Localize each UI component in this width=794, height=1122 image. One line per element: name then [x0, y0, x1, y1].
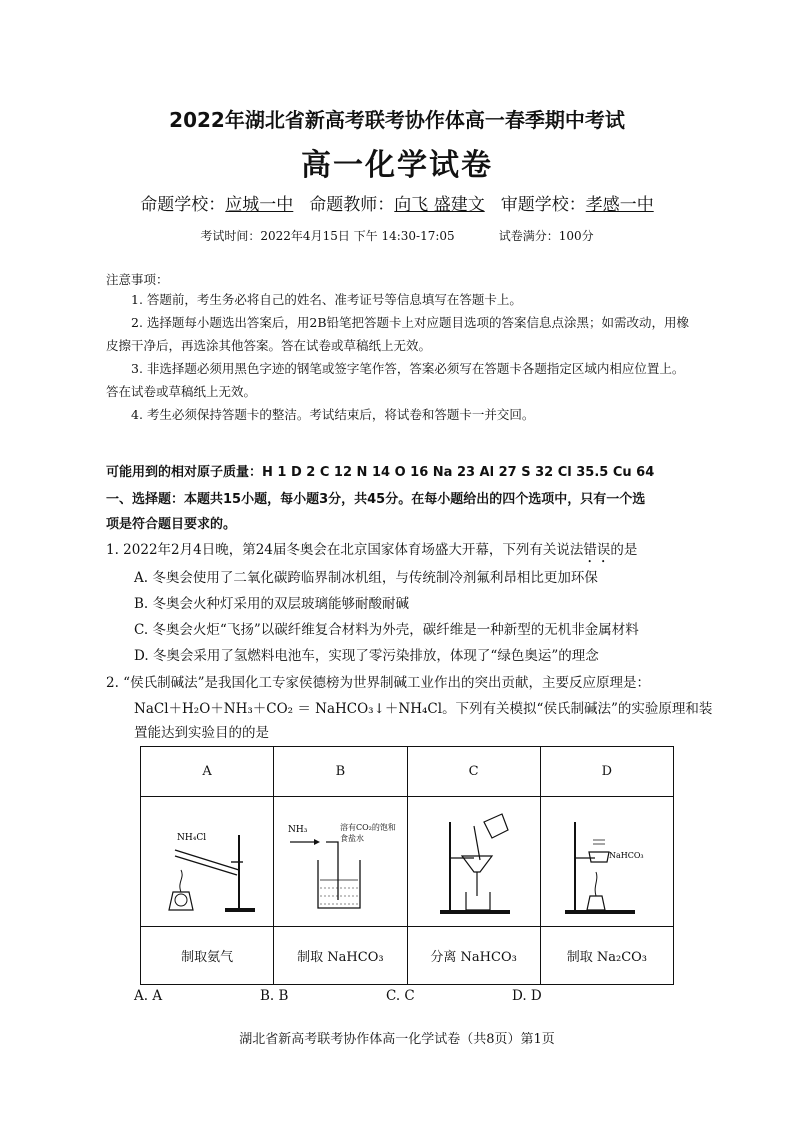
label-saturated-brine: 溶有CO₂的饱和食盐水 — [340, 822, 397, 843]
exam-score: 试卷满分：100分 — [498, 229, 594, 243]
label-nh3: NH₃ — [288, 824, 308, 835]
apparatus-table — [140, 746, 674, 985]
col-header-a: A — [141, 747, 274, 797]
question-2-equation-line: NaCl＋H₂O＋NH₃＋CO₂ ＝ NaHCO₃↓＋NH₄Cl。下列有关模拟“侯氏制碱法”的实验原理和装 — [134, 701, 713, 717]
authors-line — [0, 190, 794, 215]
section-heading-cont: 项是符合题目要求的。 — [106, 517, 237, 532]
q1-option-c: C. 冬奥会火炬“飞扬”以碳纤维复合材料为外壳，碳纤维是一种新型的无机非金属材料 — [134, 622, 639, 638]
col-header-b: B — [274, 747, 407, 797]
exam-info — [0, 227, 794, 244]
q1-option-d: D. 冬奥会采用了氢燃料电池车，实现了零污染排放，体现了“绿色奥运”的理念 — [134, 648, 599, 664]
page-footer: 湖北省新高考联考协作体高一化学试卷（共8页）第1页 — [239, 1032, 555, 1047]
col-header-d: D — [540, 747, 673, 797]
q1-option-a: A. 冬奥会使用了二氧化碳跨临界制冰机组，与传统制冷剂氟利昂相比更加环保 — [134, 570, 598, 586]
col-header-c: C — [407, 747, 540, 797]
review-school-label: 审题学校： — [500, 195, 586, 215]
apparatus-c-drawing — [414, 800, 534, 920]
emphasis-wrong: 错误 — [583, 542, 611, 558]
caption-c: 分离 NaHCO₃ — [407, 927, 540, 985]
apparatus-a-drawing — [147, 800, 267, 920]
label-nahco3: NaHCO₃ — [608, 850, 644, 860]
exam-time: 考试时间：2022年4月15日 下午 14:30-17:05 — [200, 229, 455, 243]
author-teacher: 向飞 盛建文 — [394, 195, 485, 215]
notice-item: 4. 考生必须保持答题卡的整洁。考试结束后，将试卷和答题卡一并交回。 — [131, 407, 535, 422]
apparatus-a — [141, 797, 274, 927]
notice-item: 1. 答题前，考生务必将自己的姓名、准考证号等信息填写在答题卡上。 — [131, 292, 522, 307]
author-school: 应城一中 — [225, 195, 294, 215]
q2-answer-options — [134, 988, 638, 1004]
apparatus-d — [540, 797, 673, 927]
author-teacher-label: 命题教师： — [309, 195, 395, 215]
q2-answer-d: D. D — [512, 988, 542, 1004]
q2-answer-c: C. C — [386, 988, 415, 1004]
reaction-equation: NaCl＋H₂O＋NH₃＋CO₂ ＝ NaHCO₃↓＋NH₄Cl — [134, 701, 443, 717]
caption-b: 制取 NaHCO₃ — [274, 927, 407, 985]
author-school-label: 命题学校： — [140, 195, 226, 215]
notice-heading: 注意事项： — [106, 272, 169, 287]
apparatus-b — [274, 797, 407, 927]
exam-title: 2022年湖北省新高考联考协作体高一春季期中考试 — [169, 108, 625, 132]
q2-answer-a: A. A — [134, 988, 163, 1004]
label-nh4cl: NH₄Cl — [177, 832, 207, 843]
notice-item: 2. 选择题每小题选出答案后，用2B铅笔把答题卡上对应题目选项的答案信息点涂黑；如需改动，用橡皮擦干净后，再选涂其他答案。答在试卷或草稿纸上无效。 — [106, 315, 690, 353]
apparatus-d-drawing — [547, 800, 667, 920]
review-school: 孝感一中 — [585, 195, 654, 215]
question-2-stem: 2. “侯氏制碱法”是我国化工专家侯德榜为世界制碱工业作出的突出贡献，主要反应原理是： — [106, 675, 650, 691]
caption-d: 制取 Na₂CO₃ — [540, 927, 673, 985]
question-2-stem-end: 置能达到实验目的的是 — [134, 725, 269, 741]
section-heading: 一、选择题：本题共15小题，每小题3分，共45分。在每小题给出的四个选项中，只有一个选 — [106, 492, 646, 507]
caption-a: 制取氨气 — [141, 927, 274, 985]
question-1-stem: 1. 2022年2月4日晚，第24届冬奥会在北京国家体育场盛大开幕，下列有关说法错误的是 — [106, 542, 638, 558]
q2-answer-b: B. B — [260, 988, 289, 1004]
exam-subtitle: 高一化学试卷 — [301, 148, 493, 183]
atomic-masses: 可能用到的相对原子质量：H 1 D 2 C 12 N 14 O 16 Na 23 Al 27 S 32 Cl 35.5 Cu 64 — [106, 465, 655, 480]
apparatus-b-drawing — [280, 800, 400, 920]
q1-option-b: B. 冬奥会火种灯采用的双层玻璃能够耐酸耐碱 — [134, 596, 410, 612]
notice-item: 3. 非选择题必须用黑色字迹的钢笔或签字笔作答，答案必须写在答题卡各题指定区域内相应位置上。答在试卷或草稿纸上无效。 — [106, 361, 685, 399]
apparatus-c — [407, 797, 540, 927]
